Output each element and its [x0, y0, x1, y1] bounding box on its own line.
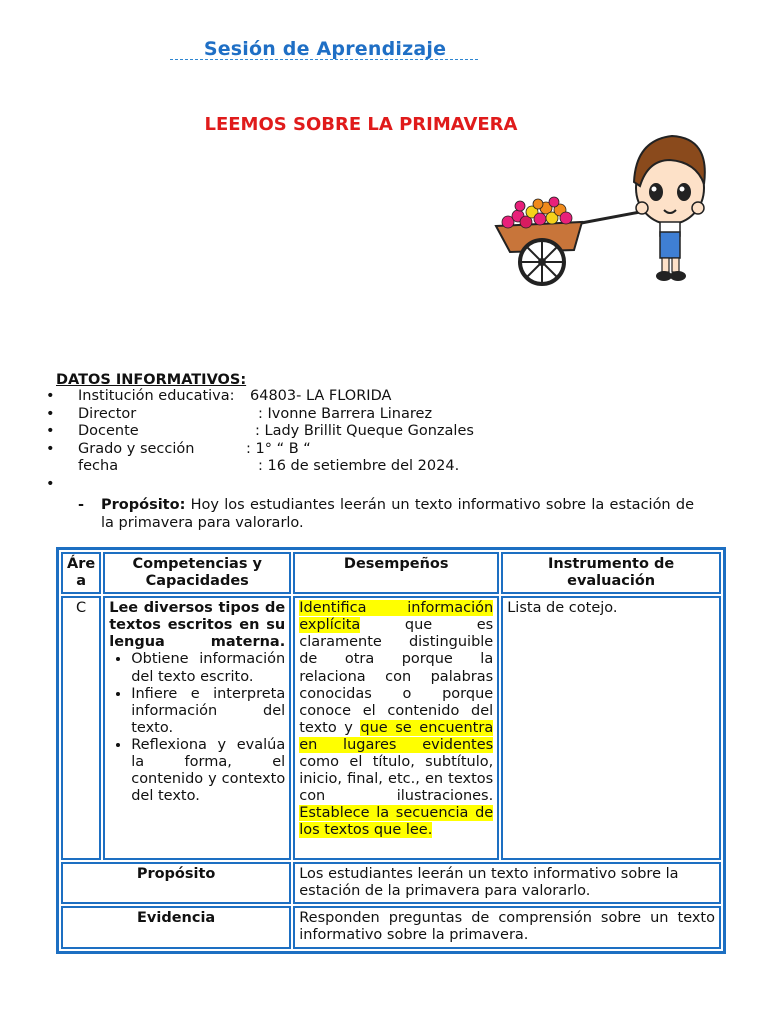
- header-desempenos: Desempeños: [293, 552, 499, 594]
- table-row-evidencia: [61, 906, 721, 948]
- session-table: [56, 547, 726, 954]
- list-item: • Obtiene información del texto escrito.: [131, 651, 285, 685]
- table-row: [61, 596, 721, 860]
- competencias-cell: [103, 596, 291, 860]
- competencia-title: Lee diversos tipos de textos escritos en su lengua materna.: [109, 600, 286, 651]
- list-item: • Infiere e interpreta información del texto.: [131, 686, 285, 737]
- bullet-icon: •: [46, 423, 55, 440]
- label-institucion: Institución educativa:: [78, 388, 235, 404]
- header-instrumento: Instrumento de evaluación: [501, 552, 721, 594]
- desempenos-cell: [293, 596, 499, 860]
- proposito-paragraph: [78, 497, 694, 533]
- datos-heading: DATOS INFORMATIVOS:: [56, 372, 247, 388]
- value-docente: : Lady Brillit Queque Gonzales: [255, 423, 474, 440]
- instrumento-cell: Lista de cotejo.: [501, 596, 721, 860]
- table-row-proposito: [61, 862, 721, 904]
- label-grado: Grado y sección: [78, 440, 195, 457]
- session-title: Sesión de Aprendizaje: [203, 38, 447, 60]
- value-fecha: : 16 de setiembre del 2024.: [258, 458, 460, 475]
- proposito-text: Hoy los estudiantes leerán un texto informativo sobre la estación de la primavera para valorarlo.: [101, 497, 695, 531]
- proposito-label: Propósito:: [101, 497, 186, 513]
- bullet-icon: •: [46, 440, 55, 457]
- header-competencias: Competencias y Capacidades: [103, 552, 291, 594]
- proposito-text-block: [101, 497, 694, 533]
- bullet-icon: •: [46, 475, 55, 492]
- capacidades-list: [109, 651, 285, 805]
- label-fecha: fecha: [78, 458, 119, 475]
- table-header-row: [61, 552, 721, 594]
- bullet-icon: •: [46, 388, 55, 404]
- list-item: • Reflexiona y evalúa la forma, el contenido y contexto del texto.: [131, 737, 285, 805]
- area-cell: C: [61, 596, 101, 860]
- desempeno-text: que es claramente distinguible de otra porque la relaciona con palabras conocidas o porque conoce el contenido del texto y: [299, 617, 494, 736]
- highlight-text: Establece la secuencia de los textos que lee.: [299, 805, 494, 839]
- proposito-row-label: Propósito: [61, 862, 291, 904]
- value-director: : Ivonne Barrera Linarez: [258, 405, 433, 422]
- boy-with-flower-cart-illustration: [490, 126, 718, 292]
- evidencia-row-text: Responden preguntas de comprensión sobre un texto informativo sobre la primavera.: [293, 906, 721, 948]
- bullet-icon: •: [46, 405, 55, 422]
- main-title: LEEMOS SOBRE LA PRIMAVERA: [204, 114, 518, 135]
- header-area: Áre a: [61, 552, 101, 594]
- label-docente: Docente: [78, 423, 139, 440]
- evidencia-row-label: Evidencia: [61, 906, 291, 948]
- proposito-row-text: Los estudiantes leerán un texto informativo sobre la estación de la primavera para valorarlo.: [293, 862, 721, 904]
- desempeno-text: como el título, subtítulo, inicio, final, etc., en textos con ilustraciones.: [299, 754, 494, 805]
- dash-marker: -: [78, 497, 85, 513]
- value-grado: : 1° “ B “: [246, 440, 311, 457]
- title-underline: [170, 59, 478, 60]
- value-institucion: 64803- LA FLORIDA: [250, 388, 392, 404]
- highlight-text: Identifica información explícita: [299, 600, 494, 634]
- label-director: Director: [78, 405, 137, 422]
- highlight-text: que se encuentra en lugares evidentes: [299, 719, 494, 753]
